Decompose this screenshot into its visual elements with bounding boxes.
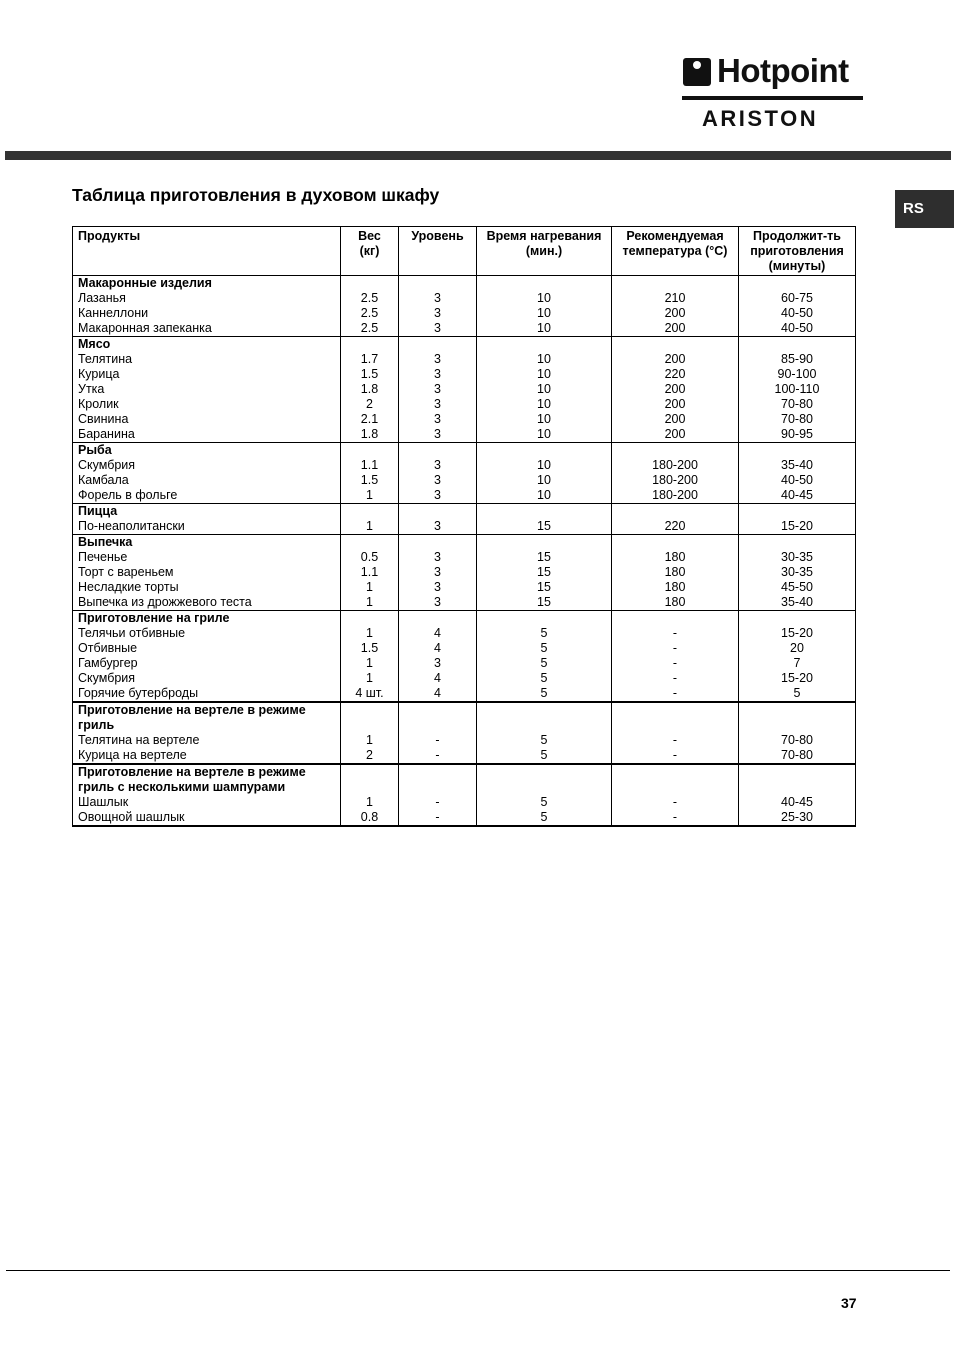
- table-row: [73, 565, 856, 580]
- value-cell: 35-40: [739, 595, 856, 611]
- product-name-cell: Макаронная запеканка: [73, 321, 341, 337]
- column-header: [341, 227, 399, 276]
- value-cell: -: [612, 686, 739, 702]
- table-row: [73, 397, 856, 412]
- table-row: [73, 458, 856, 473]
- value-cell: 0.8: [341, 810, 399, 826]
- value-cell: 3: [399, 352, 477, 367]
- value-cell: 1.1: [341, 458, 399, 473]
- hotpoint-mark-icon: [683, 58, 711, 86]
- value-cell: 0.5: [341, 550, 399, 565]
- product-name-cell: Печенье: [73, 550, 341, 565]
- table-row: [73, 626, 856, 641]
- value-cell: 3: [399, 488, 477, 504]
- table-row: [73, 748, 856, 764]
- cooking-table: [72, 226, 856, 827]
- language-tab: RS: [895, 190, 954, 228]
- value-cell: 3: [399, 565, 477, 580]
- value-cell: 1: [341, 656, 399, 671]
- logo-subbrand: ARISTON: [702, 106, 819, 131]
- value-cell: 70-80: [739, 412, 856, 427]
- value-cell: 20: [739, 641, 856, 656]
- column-header-line: Вес: [358, 229, 381, 243]
- value-cell: 5: [477, 810, 612, 826]
- table-row: [73, 412, 856, 427]
- group-empty-cell: [341, 611, 399, 627]
- value-cell: 3: [399, 595, 477, 611]
- product-name-cell: Телятина на вертеле: [73, 733, 341, 748]
- value-cell: 2.5: [341, 291, 399, 306]
- value-cell: -: [612, 626, 739, 641]
- value-cell: 40-50: [739, 473, 856, 488]
- value-cell: -: [612, 656, 739, 671]
- table-row: [73, 795, 856, 810]
- value-cell: 180: [612, 550, 739, 565]
- product-name-cell: Телятина: [73, 352, 341, 367]
- group-title: Приготовление на вертеле в режиме гриль: [73, 702, 341, 733]
- value-cell: -: [612, 748, 739, 764]
- group-empty-cell: [612, 504, 739, 520]
- value-cell: 90-95: [739, 427, 856, 443]
- value-cell: 1.7: [341, 352, 399, 367]
- value-cell: 180: [612, 595, 739, 611]
- value-cell: 10: [477, 397, 612, 412]
- group-empty-cell: [739, 535, 856, 551]
- table-row: [73, 550, 856, 565]
- header-bar: [5, 151, 951, 160]
- group-empty-cell: [341, 276, 399, 292]
- column-header: [73, 227, 341, 276]
- column-header-line: Продолжит-ть: [753, 229, 841, 243]
- value-cell: 3: [399, 367, 477, 382]
- group-empty-cell: [341, 337, 399, 353]
- product-name-cell: Курица на вертеле: [73, 748, 341, 764]
- value-cell: 10: [477, 306, 612, 321]
- value-cell: 200: [612, 382, 739, 397]
- group-row: [73, 276, 856, 292]
- value-cell: 1: [341, 519, 399, 535]
- group-empty-cell: [399, 337, 477, 353]
- value-cell: 1: [341, 488, 399, 504]
- product-name-cell: Торт с вареньем: [73, 565, 341, 580]
- value-cell: 1: [341, 595, 399, 611]
- column-header: [739, 227, 856, 276]
- value-cell: 3: [399, 397, 477, 412]
- value-cell: 5: [477, 733, 612, 748]
- logo-wordmark: Hotpoint: [717, 52, 849, 89]
- product-name-cell: Гамбургер: [73, 656, 341, 671]
- value-cell: 4: [399, 671, 477, 686]
- group-title: Приготовление на вертеле в режиме гриль с несколькими шампурами: [73, 764, 341, 795]
- group-empty-cell: [612, 443, 739, 459]
- column-header-line: (мин.): [525, 244, 563, 258]
- value-cell: 1.5: [341, 367, 399, 382]
- value-cell: 10: [477, 291, 612, 306]
- value-cell: 1: [341, 733, 399, 748]
- value-cell: 40-50: [739, 306, 856, 321]
- value-cell: 10: [477, 473, 612, 488]
- value-cell: 180-200: [612, 458, 739, 473]
- product-name-cell: Утка: [73, 382, 341, 397]
- value-cell: 15: [477, 550, 612, 565]
- group-empty-cell: [612, 535, 739, 551]
- product-name-cell: Форель в фольге: [73, 488, 341, 504]
- value-cell: 70-80: [739, 748, 856, 764]
- value-cell: 15-20: [739, 671, 856, 686]
- group-empty-cell: [341, 443, 399, 459]
- value-cell: 3: [399, 321, 477, 337]
- logo-top: [682, 52, 864, 92]
- table-row: [73, 733, 856, 748]
- value-cell: 200: [612, 427, 739, 443]
- group-row: [73, 337, 856, 353]
- product-name-cell: Курица: [73, 367, 341, 382]
- product-name-cell: Выпечка из дрожжевого теста: [73, 595, 341, 611]
- value-cell: 15-20: [739, 519, 856, 535]
- value-cell: 3: [399, 306, 477, 321]
- product-name-cell: Баранина: [73, 427, 341, 443]
- value-cell: 1.8: [341, 427, 399, 443]
- value-cell: 7: [739, 656, 856, 671]
- value-cell: 1.8: [341, 382, 399, 397]
- product-name-cell: Отбивные: [73, 641, 341, 656]
- table-row: [73, 473, 856, 488]
- table-row: [73, 321, 856, 337]
- table-row: [73, 580, 856, 595]
- value-cell: 3: [399, 473, 477, 488]
- value-cell: 60-75: [739, 291, 856, 306]
- value-cell: -: [399, 748, 477, 764]
- table-body: [73, 276, 856, 827]
- value-cell: 15: [477, 519, 612, 535]
- value-cell: -: [399, 733, 477, 748]
- value-cell: 1: [341, 795, 399, 810]
- group-row: [73, 702, 856, 733]
- group-row: [73, 611, 856, 627]
- value-cell: 200: [612, 306, 739, 321]
- value-cell: 70-80: [739, 733, 856, 748]
- value-cell: 3: [399, 550, 477, 565]
- table-row: [73, 641, 856, 656]
- value-cell: 3: [399, 382, 477, 397]
- value-cell: 40-50: [739, 321, 856, 337]
- value-cell: 200: [612, 352, 739, 367]
- group-empty-cell: [477, 611, 612, 627]
- value-cell: 5: [477, 748, 612, 764]
- value-cell: 3: [399, 458, 477, 473]
- brand-logo: [682, 52, 864, 132]
- group-empty-cell: [341, 535, 399, 551]
- group-empty-cell: [739, 611, 856, 627]
- value-cell: 10: [477, 427, 612, 443]
- group-empty-cell: [477, 337, 612, 353]
- group-empty-cell: [477, 443, 612, 459]
- value-cell: 10: [477, 321, 612, 337]
- value-cell: 3: [399, 519, 477, 535]
- value-cell: 3: [399, 580, 477, 595]
- value-cell: 5: [477, 641, 612, 656]
- value-cell: -: [612, 671, 739, 686]
- value-cell: 10: [477, 488, 612, 504]
- value-cell: 10: [477, 382, 612, 397]
- value-cell: 35-40: [739, 458, 856, 473]
- product-name-cell: По-неаполитански: [73, 519, 341, 535]
- group-empty-cell: [477, 535, 612, 551]
- value-cell: 220: [612, 519, 739, 535]
- value-cell: -: [399, 810, 477, 826]
- group-title: Выпечка: [73, 535, 341, 551]
- value-cell: 220: [612, 367, 739, 382]
- product-name-cell: Несладкие торты: [73, 580, 341, 595]
- page-title: Таблица приготовления в духовом шкафу: [72, 185, 440, 205]
- group-empty-cell: [341, 764, 399, 795]
- group-empty-cell: [612, 702, 739, 733]
- group-empty-cell: [739, 702, 856, 733]
- group-empty-cell: [612, 276, 739, 292]
- table-row: [73, 352, 856, 367]
- table-row: [73, 656, 856, 671]
- value-cell: 3: [399, 291, 477, 306]
- group-empty-cell: [739, 337, 856, 353]
- value-cell: 5: [477, 795, 612, 810]
- value-cell: 2.5: [341, 306, 399, 321]
- value-cell: 30-35: [739, 565, 856, 580]
- footer-divider: [6, 1270, 950, 1271]
- value-cell: 40-45: [739, 795, 856, 810]
- group-row: [73, 504, 856, 520]
- value-cell: 180: [612, 580, 739, 595]
- group-empty-cell: [399, 443, 477, 459]
- value-cell: 180-200: [612, 473, 739, 488]
- value-cell: -: [612, 733, 739, 748]
- group-empty-cell: [739, 443, 856, 459]
- value-cell: 180: [612, 565, 739, 580]
- table-header: [73, 227, 856, 276]
- group-empty-cell: [399, 535, 477, 551]
- value-cell: 15: [477, 565, 612, 580]
- value-cell: -: [612, 795, 739, 810]
- column-header-line: приготовления: [750, 244, 844, 258]
- group-empty-cell: [341, 504, 399, 520]
- table-row: [73, 291, 856, 306]
- value-cell: 1.5: [341, 473, 399, 488]
- column-header-line: температура (°C): [622, 244, 728, 258]
- table-row: [73, 595, 856, 611]
- value-cell: 200: [612, 321, 739, 337]
- group-empty-cell: [341, 702, 399, 733]
- value-cell: 15-20: [739, 626, 856, 641]
- column-header: [477, 227, 612, 276]
- product-name-cell: Овощной шашлык: [73, 810, 341, 826]
- value-cell: 45-50: [739, 580, 856, 595]
- group-title: Пицца: [73, 504, 341, 520]
- value-cell: 10: [477, 352, 612, 367]
- value-cell: 5: [739, 686, 856, 702]
- value-cell: 15: [477, 595, 612, 611]
- value-cell: 210: [612, 291, 739, 306]
- table-row: [73, 488, 856, 504]
- group-row: [73, 535, 856, 551]
- column-header-line: Уровень: [411, 229, 464, 243]
- value-cell: 4: [399, 641, 477, 656]
- group-empty-cell: [399, 764, 477, 795]
- group-empty-cell: [739, 276, 856, 292]
- table-row: [73, 686, 856, 702]
- product-name-cell: Каннеллони: [73, 306, 341, 321]
- value-cell: 200: [612, 397, 739, 412]
- value-cell: 10: [477, 458, 612, 473]
- group-title: Приготовление на гриле: [73, 611, 341, 627]
- value-cell: 2: [341, 397, 399, 412]
- group-empty-cell: [739, 504, 856, 520]
- logo-divider: [682, 96, 863, 100]
- product-name-cell: Лазанья: [73, 291, 341, 306]
- value-cell: 4: [399, 626, 477, 641]
- value-cell: 30-35: [739, 550, 856, 565]
- value-cell: 90-100: [739, 367, 856, 382]
- column-header-line: (кг): [359, 244, 380, 258]
- value-cell: 15: [477, 580, 612, 595]
- value-cell: 10: [477, 412, 612, 427]
- value-cell: -: [612, 641, 739, 656]
- table-row: [73, 519, 856, 535]
- column-header-line: Рекомендуемая: [626, 229, 724, 243]
- column-header-line: (минуты): [768, 259, 826, 273]
- group-empty-cell: [739, 764, 856, 795]
- group-title: Макаронные изделия: [73, 276, 341, 292]
- table-row: [73, 367, 856, 382]
- group-empty-cell: [399, 702, 477, 733]
- value-cell: 200: [612, 412, 739, 427]
- product-name-cell: Шашлык: [73, 795, 341, 810]
- value-cell: 1.1: [341, 565, 399, 580]
- group-title: Рыба: [73, 443, 341, 459]
- group-empty-cell: [612, 611, 739, 627]
- value-cell: 85-90: [739, 352, 856, 367]
- column-header-line: Время нагревания: [486, 229, 602, 243]
- value-cell: 5: [477, 626, 612, 641]
- value-cell: 2: [341, 748, 399, 764]
- table-row: [73, 671, 856, 686]
- product-name-cell: Скумбрия: [73, 458, 341, 473]
- product-name-cell: Скумбрия: [73, 671, 341, 686]
- value-cell: 5: [477, 656, 612, 671]
- value-cell: 3: [399, 427, 477, 443]
- value-cell: 10: [477, 367, 612, 382]
- group-empty-cell: [612, 337, 739, 353]
- value-cell: 2.5: [341, 321, 399, 337]
- value-cell: 5: [477, 686, 612, 702]
- group-empty-cell: [477, 702, 612, 733]
- value-cell: 3: [399, 656, 477, 671]
- column-header: [399, 227, 477, 276]
- group-empty-cell: [399, 611, 477, 627]
- group-row: [73, 764, 856, 795]
- header-row: [73, 227, 856, 276]
- value-cell: 1: [341, 580, 399, 595]
- group-empty-cell: [477, 276, 612, 292]
- product-name-cell: Горячие бутерброды: [73, 686, 341, 702]
- value-cell: 2.1: [341, 412, 399, 427]
- column-header-line: Продукты: [78, 229, 141, 243]
- value-cell: 25-30: [739, 810, 856, 826]
- table-row: [73, 810, 856, 826]
- group-empty-cell: [399, 504, 477, 520]
- value-cell: 5: [477, 671, 612, 686]
- product-name-cell: Телячьи отбивные: [73, 626, 341, 641]
- product-name-cell: Камбала: [73, 473, 341, 488]
- value-cell: 3: [399, 412, 477, 427]
- value-cell: 1: [341, 626, 399, 641]
- table-row: [73, 306, 856, 321]
- value-cell: 70-80: [739, 397, 856, 412]
- value-cell: 100-110: [739, 382, 856, 397]
- value-cell: 4: [399, 686, 477, 702]
- group-row: [73, 443, 856, 459]
- table-row: [73, 382, 856, 397]
- value-cell: -: [399, 795, 477, 810]
- table-row: [73, 427, 856, 443]
- column-header: [612, 227, 739, 276]
- value-cell: 40-45: [739, 488, 856, 504]
- value-cell: 1: [341, 671, 399, 686]
- group-empty-cell: [612, 764, 739, 795]
- group-empty-cell: [399, 276, 477, 292]
- product-name-cell: Кролик: [73, 397, 341, 412]
- group-title: Мясо: [73, 337, 341, 353]
- page-number: 37: [841, 1295, 857, 1311]
- group-empty-cell: [477, 504, 612, 520]
- value-cell: -: [612, 810, 739, 826]
- value-cell: 180-200: [612, 488, 739, 504]
- group-empty-cell: [477, 764, 612, 795]
- value-cell: 1.5: [341, 641, 399, 656]
- value-cell: 4 шт.: [341, 686, 399, 702]
- product-name-cell: Свинина: [73, 412, 341, 427]
